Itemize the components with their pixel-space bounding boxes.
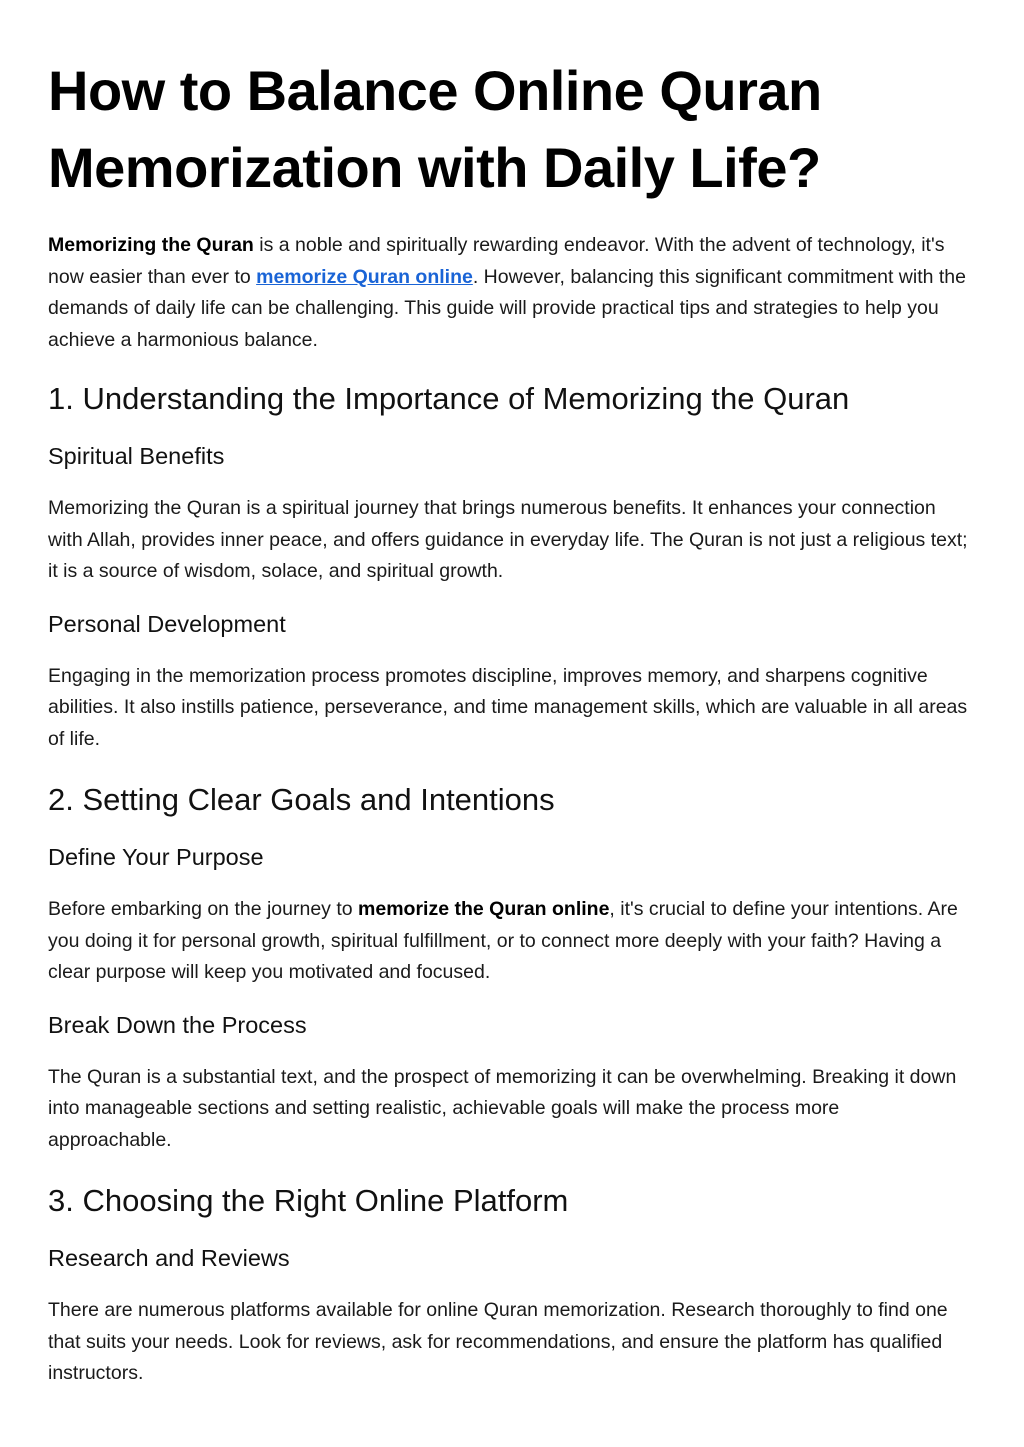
- spiritual-benefits-paragraph: Memorizing the Quran is a spiritual journey that brings numerous benefits. It enhances your connection with Allah, provides inner peace, and offers guidance in everyday life. The Quran is not just a religious text; it is a source of wisdom, solace, and spiritual growth.: [48, 497, 968, 582]
- define-purpose-text-before: Before embarking on the journey to: [48, 898, 359, 920]
- title-line-1: How to Balance Online Quran: [48, 59, 822, 122]
- intro-text-2: . However, balancing this significant commitment with the demands of daily life can be challenging. This guide will provide practical tips and strategies to help you achieve a harmonious balance.: [48, 265, 966, 351]
- define-purpose-bold-phrase: memorize the Quran online: [358, 898, 610, 920]
- subsection-heading-spiritual-benefits: Spiritual Benefits: [48, 443, 225, 469]
- break-down-paragraph: The Quran is a substantial text, and the prospect of memorizing it can be overwhelming. Breaking it down into manageable sections and setting realistic, achievable goals will make the process more approachable.: [48, 1065, 957, 1151]
- subsection-heading-personal-development: Personal Development: [48, 610, 286, 637]
- research-reviews-paragraph: There are numerous platforms available for online Quran memorization. Research thoroughly to find one that suits your needs. Look for reviews, ask for recommendations, and ensure the platform has qualified instructors.: [48, 1299, 948, 1384]
- title-line-2: Memorization with Daily Life?: [48, 136, 821, 199]
- memorize-quran-online-link[interactable]: memorize Quran online: [256, 265, 473, 288]
- section-heading-1: 1. Understanding the Importance of Memorizing the Quran: [48, 381, 850, 416]
- subsection-heading-research-reviews: Research and Reviews: [48, 1245, 290, 1271]
- subsection-heading-define-purpose: Define Your Purpose: [48, 844, 264, 870]
- intro-text-1: is a noble and spiritually rewarding endeavor. With the advent of technology, it's now easier than ever to: [48, 234, 945, 288]
- define-purpose-text-after: , it's crucial to define your intentions. Are you doing it for personal growth, spiritual fulfillment, or to connect more deeply with your faith? Having a clear purpose will keep you motivated and focused.: [48, 898, 958, 983]
- subsection-heading-break-down: Break Down the Process: [48, 1011, 307, 1038]
- define-purpose-paragraph: [48, 894, 968, 989]
- page-title: [48, 52, 968, 206]
- intro-paragraph: [48, 230, 968, 356]
- personal-development-paragraph: Engaging in the memorization process promotes discipline, improves memory, and sharpens cognitive abilities. It also instills patience, perseverance, and time management skills, which are valuable in all areas of life.: [48, 664, 968, 750]
- intro-bold-lead: Memorizing the Quran: [48, 234, 254, 256]
- section-heading-2: 2. Setting Clear Goals and Intentions: [48, 782, 555, 817]
- section-heading-3: 3. Choosing the Right Online Platform: [48, 1183, 569, 1218]
